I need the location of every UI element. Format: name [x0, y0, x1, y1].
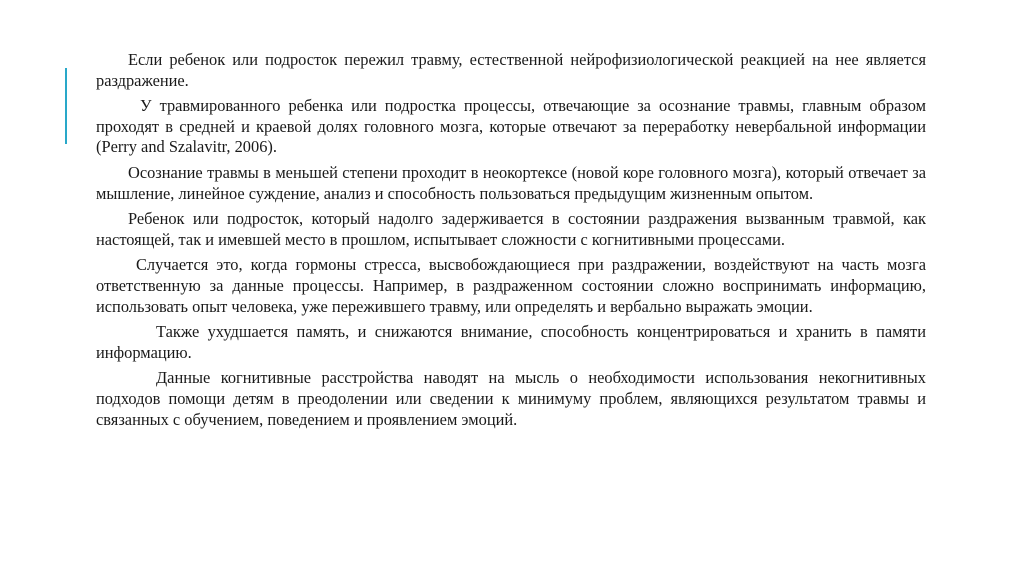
paragraph-stress-hormones: Случается это, когда гормоны стресса, высвобождающиеся при раздражении, воздействуют на часть мозга ответственную за данные процессы. Например, в раздраженном состоянии сложно воспринимать информацию, использовать опыт человека, уже пережившего травму, или определять и вербально выражать эмоции.: [96, 255, 926, 316]
slide-body: [96, 50, 926, 435]
paragraph-cognitive-difficulties: Ребенок или подросток, который надолго задерживается в состоянии раздражения вызванным травмой, как настоящей, так и имевшей место в прошлом, испытывает сложности с когнитивными процессами.: [96, 209, 926, 249]
paragraph-memory: Также ухудшается память, и снижаются внимание, способность концентрироваться и хранить в памяти информацию.: [96, 322, 926, 362]
accent-bar: [65, 68, 67, 144]
paragraph-brain-regions: У травмированного ребенка или подростка процессы, отвечающие за осознание травмы, главным образом проходят в средней и краевой долях головного мозга, которые отвечают за переработку невербальной информации (Perry and Szalavitr, 2006).: [96, 96, 926, 157]
paragraph-noncognitive-approaches: Данные когнитивные расстройства наводят на мысль о необходимости использования некогнитивных подходов помощи детям в преодолении или сведении к минимуму проблем, являющихся результатом травмы и связанных с обучением, поведением и проявлением эмоций.: [96, 368, 926, 429]
paragraph-neocortex: Осознание травмы в меньшей степени проходит в неокортексе (новой коре головного мозга), который отвечает за мышление, линейное суждение, анализ и способность пользоваться предыдущим жизненным опытом.: [96, 162, 926, 203]
paragraph-trauma-reaction: Если ребенок или подросток пережил травму, естественной нейрофизиологической реакцией на нее является раздражение.: [96, 50, 926, 90]
